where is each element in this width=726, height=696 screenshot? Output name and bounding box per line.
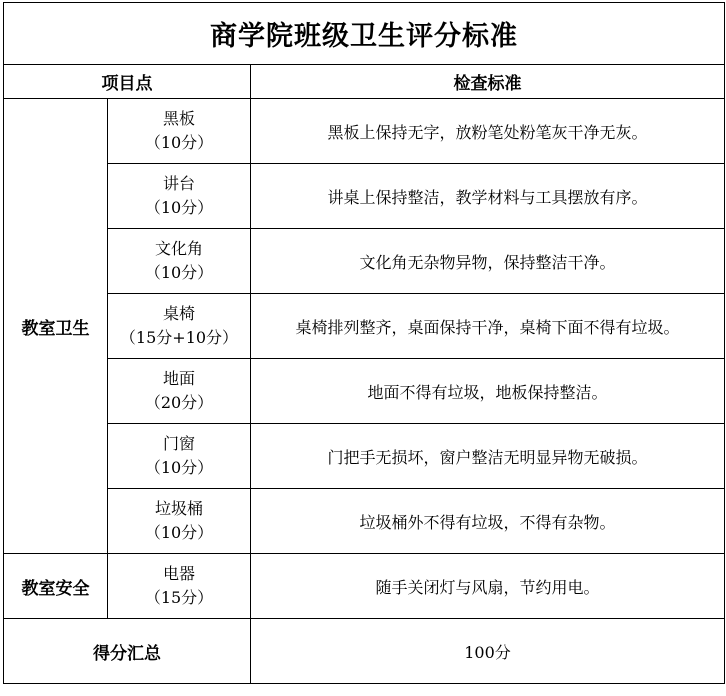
standard-cell: 随手关闭灯与风扇，节约用电。	[251, 554, 725, 619]
table-row	[4, 489, 725, 554]
total-row	[4, 619, 725, 684]
item-cell	[108, 99, 251, 164]
item-score: （10分）	[144, 133, 214, 152]
table-row	[4, 554, 725, 619]
table-row	[4, 229, 725, 294]
table-row	[4, 359, 725, 424]
header-standard: 检查标准	[251, 65, 725, 99]
item-cell	[108, 489, 251, 554]
standard-cell: 黑板上保持无字，放粉笔处粉笔灰干净无灰。	[251, 99, 725, 164]
item-cell	[108, 164, 251, 229]
item-name: 地面	[162, 369, 195, 388]
item-score: （10分）	[144, 263, 214, 282]
standard-cell: 文化角无杂物异物，保持整洁干净。	[251, 229, 725, 294]
item-name: 黑板	[162, 109, 195, 128]
table-row	[4, 164, 725, 229]
standard-cell: 门把手无损坏，窗户整洁无明显异物无破损。	[251, 424, 725, 489]
total-label: 得分汇总	[4, 619, 251, 684]
page-title: 商学院班级卫生评分标准	[4, 3, 725, 65]
item-name: 门窗	[162, 434, 195, 453]
item-name: 电器	[162, 564, 195, 583]
total-value: 100分	[251, 619, 725, 684]
item-score: （10分）	[144, 458, 214, 477]
standard-cell: 桌椅排列整齐，桌面保持干净，桌椅下面不得有垃圾。	[251, 294, 725, 359]
category-classroom-safety: 教室安全	[4, 554, 108, 619]
score-table	[3, 2, 725, 684]
item-score: （20分）	[144, 393, 214, 412]
item-score: （15分）	[144, 588, 214, 607]
standard-cell: 垃圾桶外不得有垃圾，不得有杂物。	[251, 489, 725, 554]
item-name: 桌椅	[162, 304, 195, 323]
item-cell	[108, 554, 251, 619]
category-classroom-hygiene: 教室卫生	[4, 99, 108, 554]
item-score: （15分+10分）	[119, 328, 239, 347]
item-score: （10分）	[144, 198, 214, 217]
table-row	[4, 294, 725, 359]
table-row	[4, 99, 725, 164]
header-item-point: 项目点	[4, 65, 251, 99]
header-row	[4, 65, 725, 99]
table-row	[4, 424, 725, 489]
item-name: 讲台	[162, 174, 195, 193]
standard-cell: 讲桌上保持整洁，教学材料与工具摆放有序。	[251, 164, 725, 229]
title-row	[4, 3, 725, 65]
item-cell	[108, 294, 251, 359]
item-name: 文化角	[154, 239, 203, 258]
item-cell	[108, 424, 251, 489]
item-cell	[108, 229, 251, 294]
standard-cell: 地面不得有垃圾，地板保持整洁。	[251, 359, 725, 424]
item-cell	[108, 359, 251, 424]
item-name: 垃圾桶	[154, 499, 203, 518]
item-score: （10分）	[144, 523, 214, 542]
